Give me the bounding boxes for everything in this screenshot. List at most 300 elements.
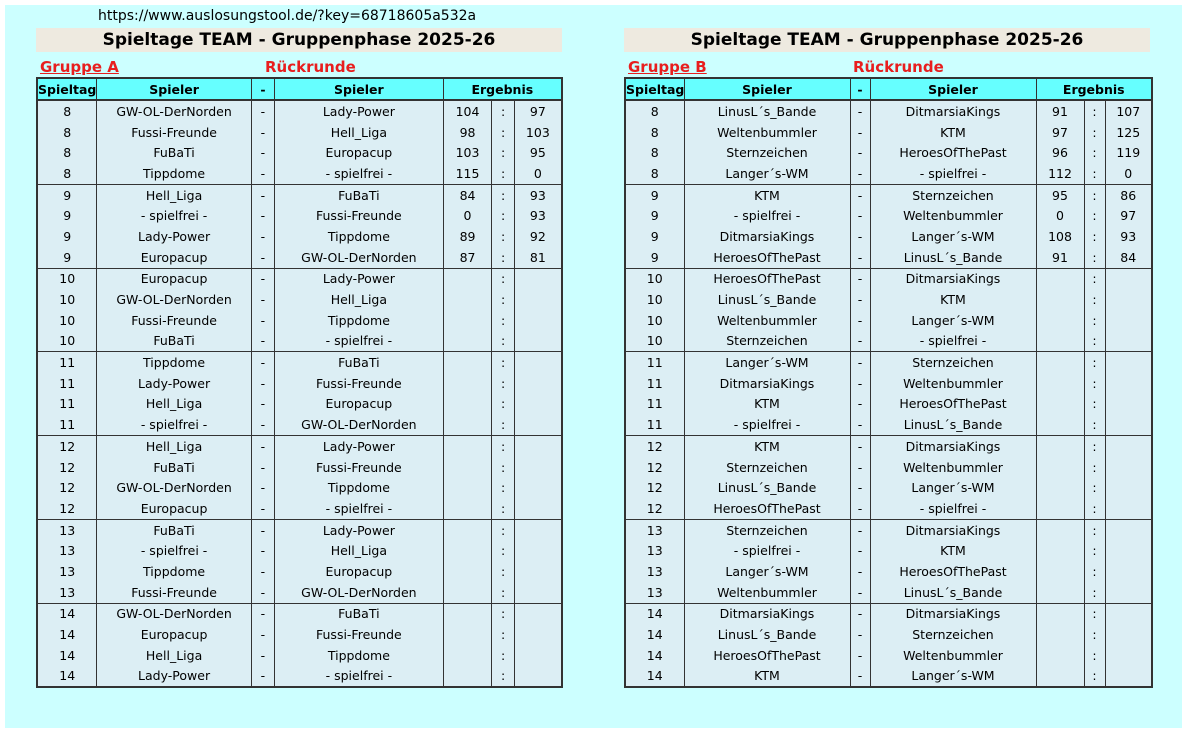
home-score-cell [443,436,492,457]
table-row [37,477,562,498]
home-player-cell: Lady-Power [97,373,251,394]
away-player-cell: Langer´s-WM [870,226,1036,247]
away-player-cell: GW-OL-DerNorden [275,582,444,603]
matchday-cell: 13 [625,561,684,582]
away-score-cell [1105,289,1152,310]
table-row [625,226,1152,247]
home-player-cell: - spielfrei - [97,540,251,561]
home-player-cell: Sternzeichen [684,142,850,163]
table-row [37,100,562,122]
home-player-cell: Sternzeichen [684,457,850,478]
colon-cell: : [492,582,514,603]
home-score-cell: 0 [1036,205,1084,226]
home-player-cell: Hell_Liga [97,436,251,457]
home-player-cell: - spielfrei - [684,205,850,226]
home-player-cell: Fussi-Freunde [97,582,251,603]
matchday-cell: 9 [37,226,97,247]
home-score-cell [443,519,492,540]
dash-cell: - [251,624,274,645]
away-player-cell: Fussi-Freunde [275,624,444,645]
home-score-cell [1036,540,1084,561]
matchday-cell: 8 [625,122,684,143]
colon-cell: : [492,331,514,352]
header-dash: - [850,78,870,100]
home-score-cell: 112 [1036,163,1084,184]
colon-cell: : [1084,561,1105,582]
table-header-row [37,78,562,100]
away-score-cell [514,457,562,478]
home-score-cell [443,457,492,478]
table-row [37,289,562,310]
matchday-cell: 11 [625,352,684,373]
matchday-cell: 12 [625,457,684,478]
home-player-cell: Langer´s-WM [684,352,850,373]
colon-cell: : [492,289,514,310]
away-score-cell [1105,268,1152,289]
home-player-cell: DitmarsiaKings [684,373,850,394]
home-player-cell: Europacup [97,268,251,289]
away-player-cell: GW-OL-DerNorden [275,414,444,435]
away-score-cell: 125 [1105,122,1152,143]
away-score-cell [514,352,562,373]
home-score-cell [1036,436,1084,457]
home-score-cell [1036,477,1084,498]
dash-cell: - [850,624,870,645]
table-row [37,603,562,624]
away-score-cell [1105,436,1152,457]
away-player-cell: Tippdome [275,477,444,498]
away-player-cell: FuBaTi [275,184,444,205]
away-score-cell [1105,645,1152,666]
home-player-cell: Hell_Liga [97,394,251,415]
home-player-cell: Hell_Liga [97,645,251,666]
home-score-cell: 91 [1036,247,1084,268]
home-score-cell: 98 [443,122,492,143]
home-player-cell: DitmarsiaKings [684,603,850,624]
table-row [625,247,1152,268]
table-row [625,436,1152,457]
colon-cell: : [1084,289,1105,310]
matchday-cell: 14 [37,603,97,624]
dash-cell: - [251,582,274,603]
matchday-cell: 11 [625,394,684,415]
dash-cell: - [251,184,274,205]
colon-cell: : [492,436,514,457]
away-score-cell [514,436,562,457]
matchday-cell: 13 [37,519,97,540]
matchday-cell: 9 [37,184,97,205]
dash-cell: - [850,163,870,184]
home-player-cell: Sternzeichen [684,331,850,352]
table-row [625,205,1152,226]
home-score-cell [443,352,492,373]
table-row [625,645,1152,666]
away-player-cell: Fussi-Freunde [275,373,444,394]
colon-cell: : [1084,519,1105,540]
table-row [625,352,1152,373]
home-player-cell: FuBaTi [97,519,251,540]
matchday-cell: 9 [625,226,684,247]
home-score-cell: 103 [443,142,492,163]
away-player-cell: Tippdome [275,310,444,331]
table-row [37,247,562,268]
dash-cell: - [251,414,274,435]
colon-cell: : [492,184,514,205]
home-score-cell [1036,457,1084,478]
away-score-cell: 93 [514,205,562,226]
colon-cell: : [1084,436,1105,457]
colon-cell: : [492,624,514,645]
colon-cell: : [492,163,514,184]
away-player-cell: Sternzeichen [870,184,1036,205]
home-score-cell [1036,352,1084,373]
away-score-cell [514,624,562,645]
colon-cell: : [492,561,514,582]
dash-cell: - [850,184,870,205]
away-score-cell: 0 [514,163,562,184]
header-dash: - [251,78,274,100]
home-player-cell: Europacup [97,624,251,645]
home-player-cell: HeroesOfThePast [684,247,850,268]
matchday-cell: 12 [625,477,684,498]
home-score-cell [443,373,492,394]
away-player-cell: Lady-Power [275,436,444,457]
colon-cell: : [1084,540,1105,561]
matchday-cell: 12 [37,477,97,498]
home-score-cell [1036,666,1084,688]
home-player-cell: FuBaTi [97,142,251,163]
dash-cell: - [850,436,870,457]
dash-cell: - [251,100,274,122]
home-score-cell [443,414,492,435]
home-player-cell: LinusL´s_Bande [684,289,850,310]
table-row [37,624,562,645]
matchday-cell: 13 [37,582,97,603]
away-player-cell: HeroesOfThePast [870,561,1036,582]
away-score-cell [1105,561,1152,582]
table-row [625,561,1152,582]
home-score-cell [443,666,492,688]
matchday-cell: 13 [625,540,684,561]
home-score-cell [443,603,492,624]
table-row [625,310,1152,331]
home-player-cell: Hell_Liga [97,184,251,205]
away-score-cell [514,477,562,498]
away-score-cell: 97 [1105,205,1152,226]
away-player-cell: Lady-Power [275,519,444,540]
colon-cell: : [492,414,514,435]
dash-cell: - [850,498,870,519]
home-score-cell [1036,268,1084,289]
colon-cell: : [492,310,514,331]
home-score-cell [443,331,492,352]
away-score-cell [514,582,562,603]
dash-cell: - [850,289,870,310]
table-row [37,436,562,457]
matchday-cell: 11 [37,414,97,435]
away-player-cell: HeroesOfThePast [870,142,1036,163]
group-b-title: Spieltage TEAM - Gruppenphase 2025-26 [624,28,1150,52]
matchday-cell: 10 [625,310,684,331]
header-spieler-away: Spieler [870,78,1036,100]
away-score-cell: 93 [514,184,562,205]
matchday-cell: 8 [625,100,684,122]
away-score-cell [1105,540,1152,561]
away-score-cell: 0 [1105,163,1152,184]
away-player-cell: FuBaTi [275,352,444,373]
away-score-cell [514,498,562,519]
away-score-cell: 119 [1105,142,1152,163]
home-score-cell: 115 [443,163,492,184]
colon-cell: : [1084,645,1105,666]
dash-cell: - [850,561,870,582]
away-score-cell [1105,582,1152,603]
away-score-cell [514,540,562,561]
matchday-cell: 12 [37,457,97,478]
table-row [37,394,562,415]
home-score-cell [1036,331,1084,352]
dash-cell: - [850,477,870,498]
home-player-cell: GW-OL-DerNorden [97,603,251,624]
home-score-cell [1036,289,1084,310]
matchday-cell: 14 [37,624,97,645]
dash-cell: - [850,142,870,163]
dash-cell: - [850,122,870,143]
dash-cell: - [251,498,274,519]
away-score-cell [1105,414,1152,435]
away-player-cell: Weltenbummler [870,373,1036,394]
home-player-cell: GW-OL-DerNorden [97,477,251,498]
home-player-cell: Sternzeichen [684,519,850,540]
away-score-cell [514,289,562,310]
home-score-cell: 84 [443,184,492,205]
table-row [625,477,1152,498]
home-player-cell: Tippdome [97,352,251,373]
group-a-title: Spieltage TEAM - Gruppenphase 2025-26 [36,28,562,52]
colon-cell: : [1084,142,1105,163]
home-player-cell: FuBaTi [97,331,251,352]
dash-cell: - [251,645,274,666]
table-row [37,142,562,163]
table-row [37,226,562,247]
dash-cell: - [251,205,274,226]
home-player-cell: - spielfrei - [97,414,251,435]
away-player-cell: Fussi-Freunde [275,205,444,226]
matchday-cell: 14 [625,645,684,666]
group-a-round: Rückrunde [265,58,356,76]
home-player-cell: Tippdome [97,561,251,582]
colon-cell: : [492,603,514,624]
away-score-cell: 81 [514,247,562,268]
home-score-cell [443,268,492,289]
dash-cell: - [850,205,870,226]
away-score-cell [514,645,562,666]
dash-cell: - [850,582,870,603]
home-score-cell: 89 [443,226,492,247]
away-score-cell [514,519,562,540]
colon-cell: : [492,100,514,122]
group-a-name: Gruppe A [40,58,119,76]
home-score-cell [443,498,492,519]
home-player-cell: GW-OL-DerNorden [97,289,251,310]
colon-cell: : [1084,100,1105,122]
matchday-cell: 14 [625,624,684,645]
matchday-cell: 12 [37,436,97,457]
source-url[interactable]: https://www.auslosungstool.de/?key=68718605a532a [98,8,477,24]
table-row [625,666,1152,688]
home-score-cell [443,624,492,645]
away-player-cell: DitmarsiaKings [870,100,1036,122]
colon-cell: : [1084,582,1105,603]
colon-cell: : [1084,352,1105,373]
home-score-cell [1036,414,1084,435]
home-score-cell [1036,582,1084,603]
home-score-cell: 91 [1036,100,1084,122]
home-score-cell: 104 [443,100,492,122]
away-score-cell: 103 [514,122,562,143]
colon-cell: : [1084,226,1105,247]
colon-cell: : [1084,331,1105,352]
colon-cell: : [1084,477,1105,498]
table-row [625,142,1152,163]
away-score-cell [514,373,562,394]
dash-cell: - [251,603,274,624]
colon-cell: : [492,352,514,373]
matchday-cell: 13 [37,561,97,582]
group-b-name: Gruppe B [628,58,707,76]
home-player-cell: DitmarsiaKings [684,226,850,247]
dash-cell: - [850,100,870,122]
away-player-cell: - spielfrei - [275,666,444,688]
home-score-cell: 97 [1036,122,1084,143]
away-score-cell [1105,331,1152,352]
colon-cell: : [492,394,514,415]
matchday-cell: 9 [625,184,684,205]
group-a-schedule-table [36,77,563,688]
home-score-cell [1036,645,1084,666]
table-row [37,184,562,205]
away-player-cell: Fussi-Freunde [275,457,444,478]
away-player-cell: DitmarsiaKings [870,436,1036,457]
colon-cell: : [1084,373,1105,394]
away-player-cell: DitmarsiaKings [870,519,1036,540]
away-player-cell: Sternzeichen [870,624,1036,645]
home-player-cell: KTM [684,666,850,688]
dash-cell: - [251,289,274,310]
home-score-cell [443,645,492,666]
away-player-cell: - spielfrei - [870,498,1036,519]
home-player-cell: Europacup [97,498,251,519]
dash-cell: - [251,163,274,184]
home-score-cell [443,310,492,331]
table-row [625,582,1152,603]
table-row [625,540,1152,561]
away-player-cell: Weltenbummler [870,457,1036,478]
table-row [625,624,1152,645]
colon-cell: : [492,122,514,143]
away-player-cell: Tippdome [275,226,444,247]
colon-cell: : [1084,498,1105,519]
home-player-cell: Langer´s-WM [684,163,850,184]
header-ergebnis: Ergebnis [1036,78,1152,100]
matchday-cell: 10 [37,331,97,352]
table-row [37,163,562,184]
matchday-cell: 12 [37,498,97,519]
away-score-cell [1105,310,1152,331]
home-score-cell [1036,310,1084,331]
matchday-cell: 11 [625,373,684,394]
matchday-cell: 10 [37,289,97,310]
home-player-cell: FuBaTi [97,457,251,478]
home-player-cell: HeroesOfThePast [684,645,850,666]
home-player-cell: Europacup [97,247,251,268]
matchday-cell: 14 [625,666,684,688]
dash-cell: - [850,331,870,352]
table-row [625,519,1152,540]
home-player-cell: Tippdome [97,163,251,184]
dash-cell: - [850,268,870,289]
table-row [37,352,562,373]
colon-cell: : [492,540,514,561]
away-player-cell: Hell_Liga [275,289,444,310]
away-player-cell: Europacup [275,142,444,163]
home-score-cell [1036,373,1084,394]
away-score-cell [1105,666,1152,688]
table-row [625,394,1152,415]
table-row [625,603,1152,624]
away-player-cell: LinusL´s_Bande [870,582,1036,603]
dash-cell: - [251,394,274,415]
away-player-cell: GW-OL-DerNorden [275,247,444,268]
table-row [625,457,1152,478]
matchday-cell: 11 [37,373,97,394]
colon-cell: : [492,498,514,519]
away-score-cell [1105,498,1152,519]
home-player-cell: Fussi-Freunde [97,122,251,143]
matchday-cell: 14 [37,666,97,688]
away-player-cell: LinusL´s_Bande [870,414,1036,435]
away-player-cell: Weltenbummler [870,645,1036,666]
away-score-cell [1105,624,1152,645]
home-score-cell [443,394,492,415]
table-row [37,331,562,352]
home-score-cell [443,289,492,310]
table-row [37,498,562,519]
matchday-cell: 10 [625,289,684,310]
away-player-cell: Tippdome [275,645,444,666]
home-player-cell: Lady-Power [97,666,251,688]
away-score-cell [1105,394,1152,415]
dash-cell: - [850,645,870,666]
away-score-cell [1105,603,1152,624]
away-score-cell [514,268,562,289]
dash-cell: - [251,331,274,352]
table-row [625,289,1152,310]
header-spieler-home: Spieler [97,78,251,100]
home-player-cell: HeroesOfThePast [684,498,850,519]
matchday-cell: 14 [625,603,684,624]
away-player-cell: Langer´s-WM [870,477,1036,498]
table-row [625,331,1152,352]
colon-cell: : [492,205,514,226]
colon-cell: : [492,268,514,289]
matchday-cell: 9 [37,205,97,226]
dash-cell: - [251,310,274,331]
dash-cell: - [251,352,274,373]
home-score-cell [1036,519,1084,540]
home-score-cell [1036,498,1084,519]
matchday-cell: 8 [625,163,684,184]
